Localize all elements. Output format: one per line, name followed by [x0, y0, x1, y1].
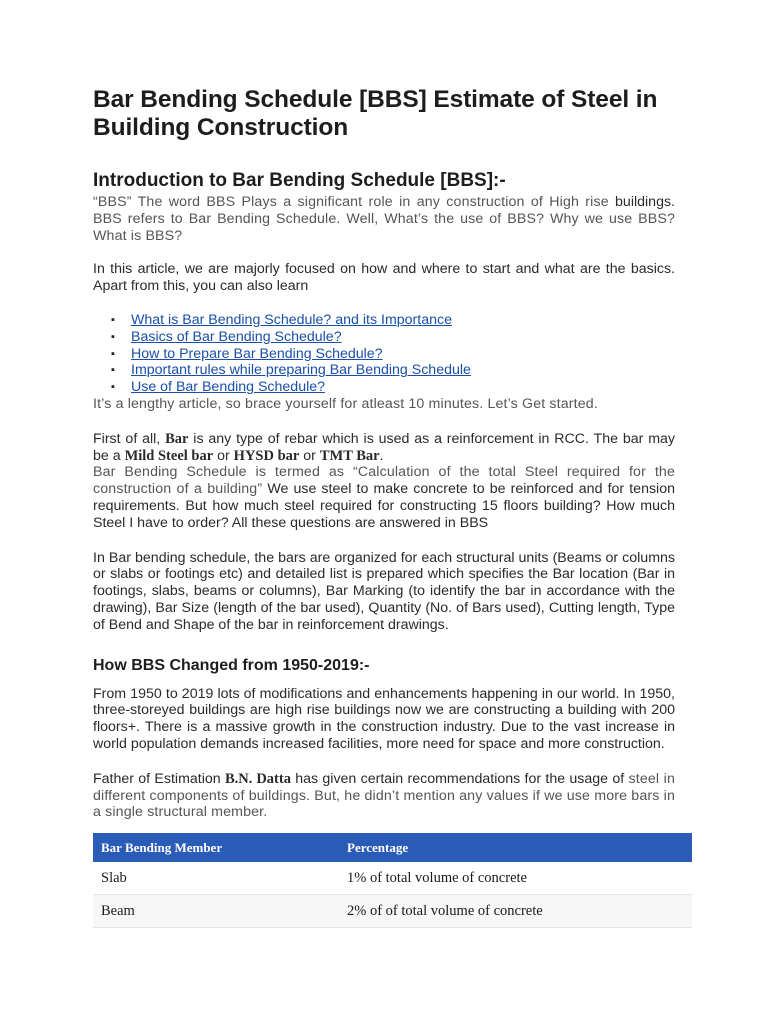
focus-paragraph: In this article, we are majorly focused on how and where to start and what are the basics. Apart from this, you can also learn	[93, 261, 675, 295]
list-item	[111, 362, 675, 379]
intro-text-c: BBS refers to Bar Bending Schedule. Well, What’s the use of BBS? Why we use BBS? What is BBS?	[93, 210, 675, 244]
link-basics-bbs[interactable]: Basics of Bar Bending Schedule?	[131, 328, 342, 345]
column-header-percentage: Percentage	[337, 833, 692, 862]
tmt-term: TMT Bar	[319, 447, 380, 464]
history-heading: How BBS Changed from 1950-2019:-	[93, 656, 370, 674]
link-use-bbs[interactable]: Use of Bar Bending Schedule?	[131, 379, 326, 396]
table-header-row	[93, 833, 692, 862]
history-paragraph: From 1950 to 2019 lots of modifications and enhancements happening in our world. In 1950, three-storeyed buildings are high rise buildings now we are constructing a building with 200 floors+. There is a massive growth in the construction industry. Due to the vast increase in world population demands increased facilities, more need for space and more construction.	[93, 685, 675, 752]
datta-text: has given certain recommendations for the usage of	[290, 770, 629, 787]
bullet-icon: ▪	[111, 381, 115, 394]
bar-text: First of all,	[93, 430, 166, 447]
bbs-definition-paragraph	[93, 464, 675, 531]
bbs-percentage-table	[93, 833, 692, 928]
datta-text-light: steel in different components of buildings. But, he didn’t mention any values if we use more bars in a single structural member.	[93, 770, 675, 821]
table-cell: 2% of of total volume of concrete	[337, 895, 692, 928]
bar-text: or	[299, 447, 320, 464]
bar-text: is any type of rebar which is used as a reinforcement in RCC. The bar may be a	[93, 430, 676, 464]
hysd-term: HYSD bar	[233, 447, 300, 464]
intro-text-a: “BBS” The word BBS Plays a significant role in any construction of High rise	[93, 194, 616, 210]
bullet-icon: ▪	[111, 330, 115, 343]
bullet-icon: ▪	[111, 364, 115, 377]
mild-steel-term: Mild Steel bar	[124, 447, 214, 464]
bbs-definition-quote: Bar Bending Schedule is termed as “Calculation of the total Steel required for the construction of a building”	[93, 464, 675, 498]
table-cell: 1% of total volume of concrete	[337, 862, 692, 895]
table-cell: Slab	[93, 862, 337, 895]
list-item	[111, 311, 675, 329]
bar-term: Bar	[165, 430, 189, 447]
intro-paragraph	[93, 194, 675, 244]
bullet-icon: ▪	[111, 347, 115, 360]
bar-definition-paragraph	[93, 431, 675, 465]
datta-text: Father of Estimation	[93, 770, 225, 787]
bbs-definition-rest: We use steel to make concrete to be reinforced and for tension requirements. But how much steel required for constructing 15 floors building? How much Steel I have to order? All these questions are answered in BBS	[93, 481, 675, 531]
topic-link-list	[93, 312, 675, 396]
datta-name: B.N. Datta	[224, 770, 291, 787]
bar-text: .	[379, 447, 384, 464]
table-row	[93, 862, 692, 895]
list-item	[111, 345, 675, 363]
intro-heading: Introduction to Bar Bending Schedule [BBS]:-	[93, 170, 506, 191]
column-header-member: Bar Bending Member	[93, 833, 337, 862]
structural-units-paragraph: In Bar bending schedule, the bars are organized for each structural units (Beams or columns or slabs or footings etc) and detailed list is prepared which specifies the Bar location (Bar in footings, slabs, beams or columns), Bar Marking (to identify the bar in accordance with the drawing), Bar Size (length of the bar used), Quantity (No. of Bars used), Cutting length, Type of Bend and Shape of the bar in reinforcement drawings.	[93, 549, 675, 633]
article-title: Bar Bending Schedule [BBS] Estimate of Steel in Building Construction	[93, 86, 658, 141]
article-body	[93, 86, 675, 821]
lengthy-article-note: It’s a lengthy article, so brace yourself for atleast 10 minutes. Let’s Get started.	[93, 395, 598, 412]
link-what-is-bbs[interactable]: What is Bar Bending Schedule? and its Importance	[131, 311, 452, 328]
list-item	[111, 379, 675, 396]
bullet-icon: ▪	[111, 313, 115, 326]
table-row	[93, 895, 692, 928]
table-cell: Beam	[93, 895, 337, 928]
datta-paragraph	[93, 771, 675, 821]
list-item	[111, 328, 675, 346]
intro-text-b: buildings.	[615, 194, 675, 210]
link-rules-bbs[interactable]: Important rules while preparing Bar Bending Schedule	[131, 362, 471, 379]
link-prepare-bbs[interactable]: How to Prepare Bar Bending Schedule?	[131, 345, 383, 362]
bar-text: or	[213, 447, 234, 464]
